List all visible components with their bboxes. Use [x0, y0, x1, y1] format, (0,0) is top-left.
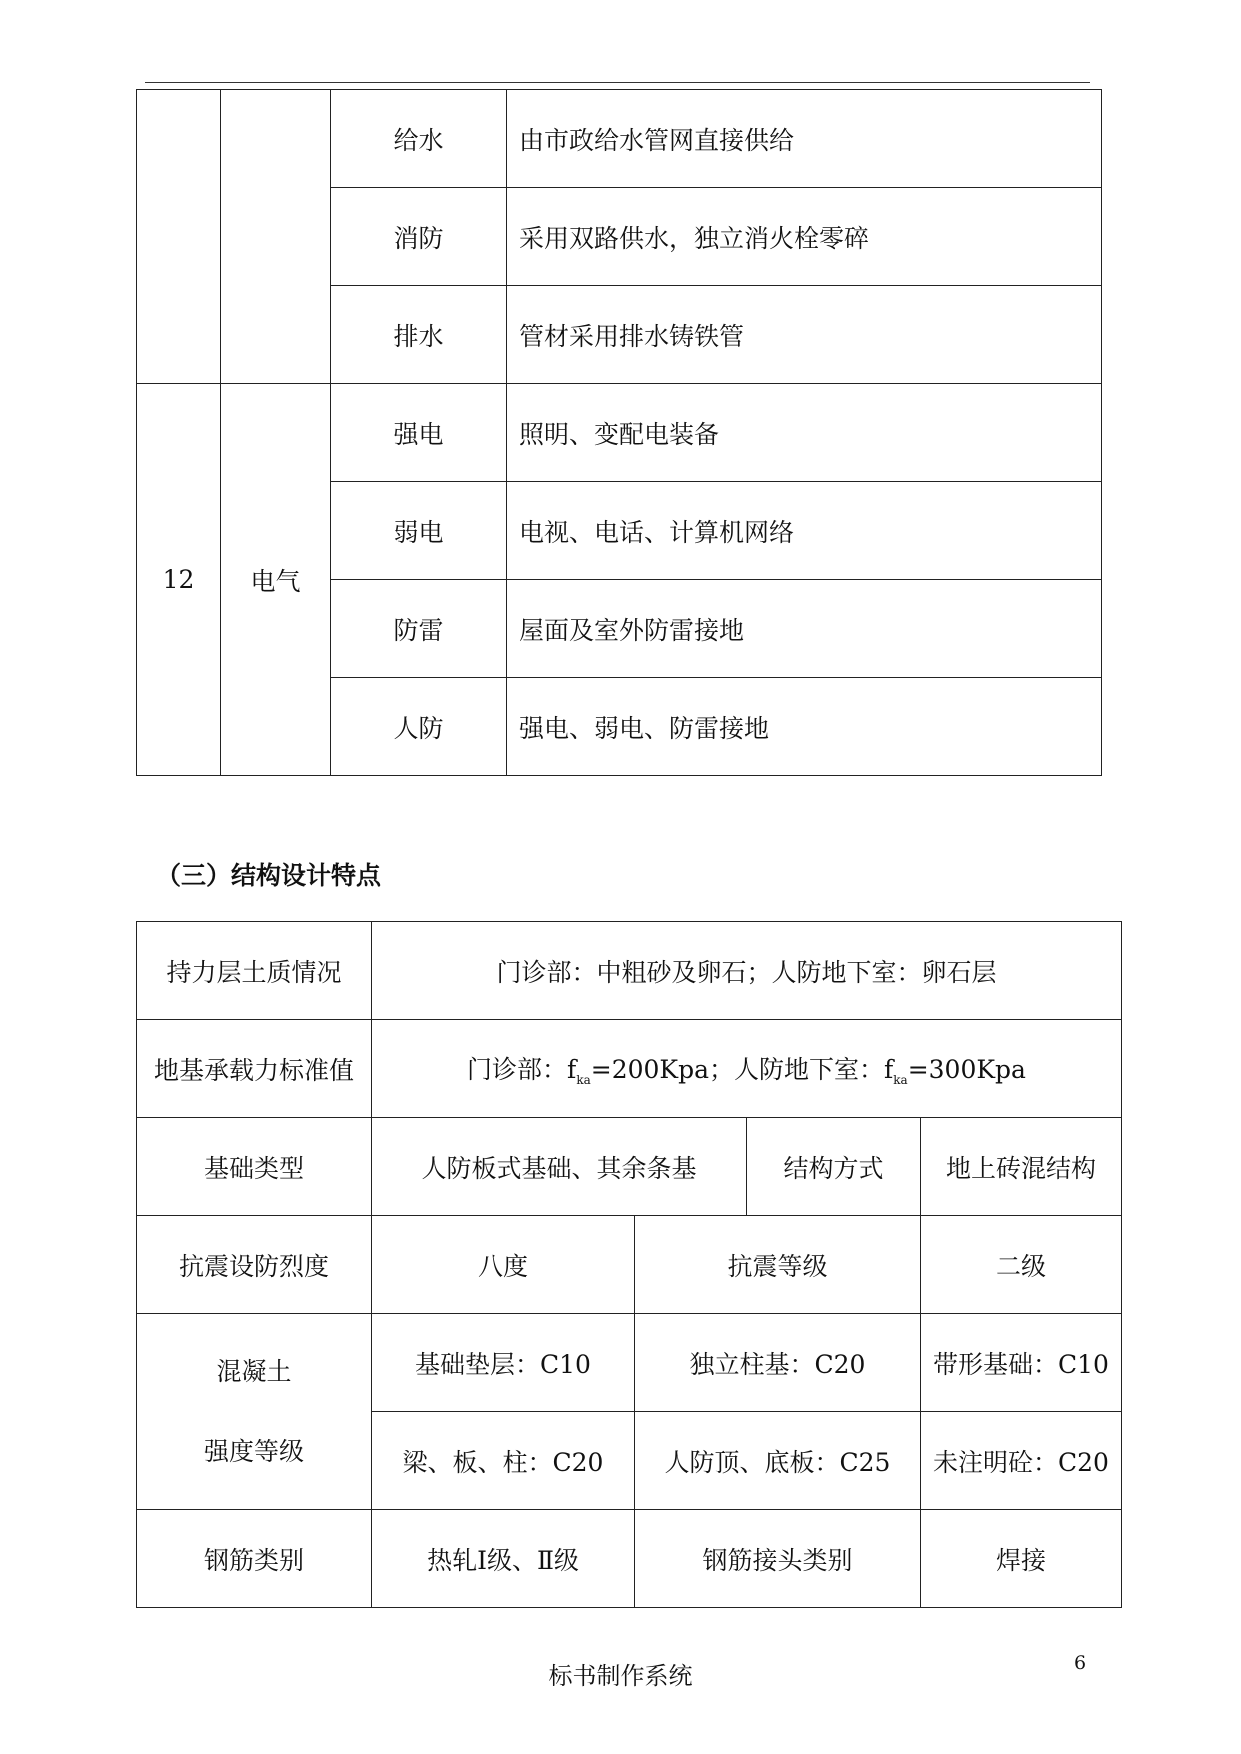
- concrete-label: [137, 1314, 372, 1510]
- item-desc: 由市政给水管网直接供给: [507, 90, 1102, 188]
- bearing-label: 地基承载力标准值: [137, 1020, 372, 1118]
- seismic-value: 八度: [372, 1216, 635, 1314]
- item-label: 人防: [331, 678, 507, 776]
- item-desc: 强电、弱电、防雷接地: [507, 678, 1102, 776]
- table-row: [137, 922, 1122, 1020]
- item-label: 消防: [331, 188, 507, 286]
- footer-text: 标书制作系统: [548, 1662, 693, 1690]
- section-heading: （三）结构设计特点: [156, 861, 382, 890]
- foundation-value: 人防板式基础、其余条基: [372, 1118, 747, 1216]
- table-row: [137, 1118, 1122, 1216]
- table-row: [137, 1216, 1122, 1314]
- concrete-cell: 未注明砼：C20: [921, 1412, 1122, 1510]
- structure-label: 结构方式: [747, 1118, 921, 1216]
- structure-value: 地上砖混结构: [921, 1118, 1122, 1216]
- item-desc: 电视、电话、计算机网络: [507, 482, 1102, 580]
- seismic-label: 抗震设防烈度: [137, 1216, 372, 1314]
- concrete-cell: 梁、板、柱：C20: [372, 1412, 635, 1510]
- item-desc: 采用双路供水，独立消火栓零碎: [507, 188, 1102, 286]
- foundation-label: 基础类型: [137, 1118, 372, 1216]
- seismic-grade-label: 抗震等级: [635, 1216, 921, 1314]
- table-row: [137, 1314, 1122, 1412]
- page-number: 6: [1074, 1652, 1087, 1674]
- item-label: 防雷: [331, 580, 507, 678]
- item-desc: 管材采用排水铸铁管: [507, 286, 1102, 384]
- item-label: 排水: [331, 286, 507, 384]
- rebar-label: 钢筋类别: [137, 1510, 372, 1608]
- item-desc: 屋面及室外防雷接地: [507, 580, 1102, 678]
- rebar-value: 热轧Ⅰ级、Ⅱ级: [372, 1510, 635, 1608]
- soil-value: 门诊部：中粗砂及卵石；人防地下室：卵石层: [372, 922, 1122, 1020]
- item-label: 给水: [331, 90, 507, 188]
- seismic-grade-value: 二级: [921, 1216, 1122, 1314]
- mep-table: [136, 89, 1102, 776]
- joint-value: 焊接: [921, 1510, 1122, 1608]
- number-cell-empty: [137, 90, 221, 384]
- item-label: 强电: [331, 384, 507, 482]
- header-rule: [145, 82, 1090, 83]
- concrete-cell: 带形基础：C10: [921, 1314, 1122, 1412]
- table-row: [137, 1020, 1122, 1118]
- concrete-cell: 人防顶、底板：C25: [635, 1412, 921, 1510]
- item-desc: 照明、变配电装备: [507, 384, 1102, 482]
- structure-table: [136, 921, 1122, 1608]
- category-cell-empty: [221, 90, 331, 384]
- category-cell: 电气: [221, 384, 331, 776]
- concrete-label-line2: 强度等级: [203, 1436, 304, 1466]
- concrete-cell: 基础垫层：C10: [372, 1314, 635, 1412]
- number-cell: 12: [137, 384, 221, 776]
- bearing-value: 门诊部：$f_{ka}=200Kpa$；人防地下室：$f_{ka}=300Kpa$: [372, 1020, 1122, 1118]
- table-row: [137, 90, 1102, 188]
- joint-label: 钢筋接头类别: [635, 1510, 921, 1608]
- table-row: [137, 1510, 1122, 1608]
- concrete-label-line1: 混凝土: [216, 1356, 292, 1386]
- table-row: [137, 384, 1102, 482]
- soil-label: 持力层土质情况: [137, 922, 372, 1020]
- concrete-cell: 独立柱基：C20: [635, 1314, 921, 1412]
- item-label: 弱电: [331, 482, 507, 580]
